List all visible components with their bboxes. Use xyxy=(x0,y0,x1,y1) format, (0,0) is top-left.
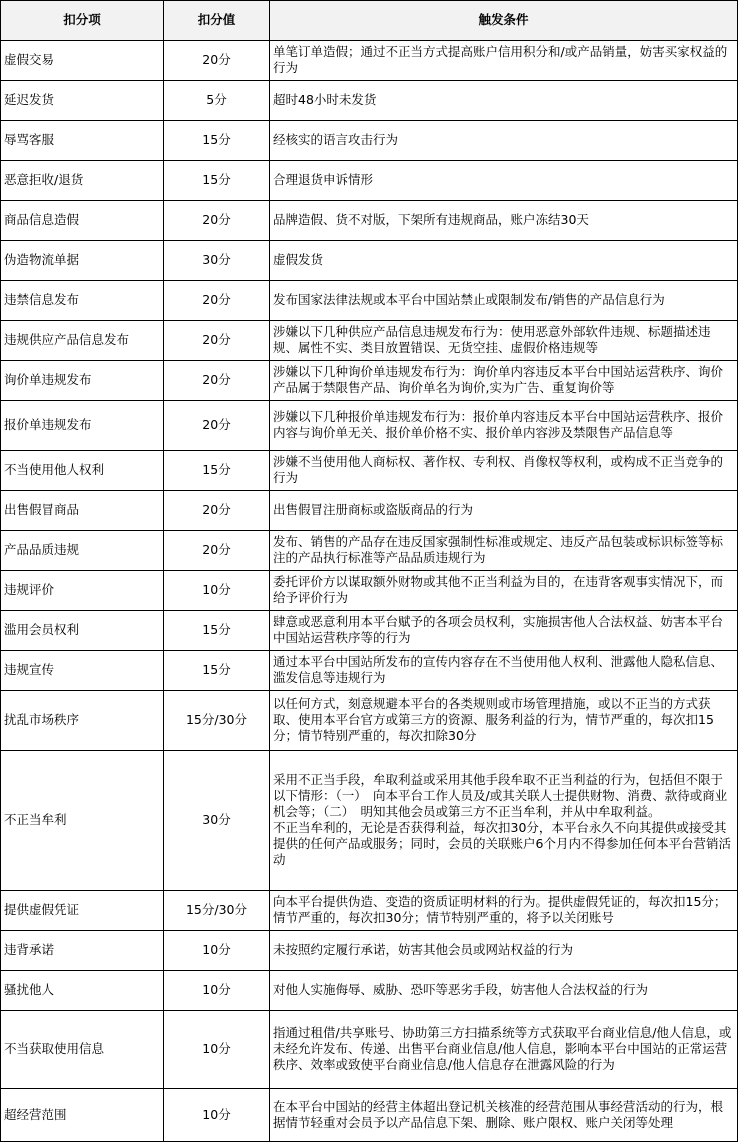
deduction-item: 不当获取使用信息 xyxy=(1,1011,164,1089)
header-condition: 触发条件 xyxy=(270,1,738,41)
trigger-condition-paragraph: 肆意或恶意利用本平台赋予的各项会员权利，实施损害他人合法权益、妨害本平台中国站运营秩序等的行为 xyxy=(273,614,724,645)
trigger-condition-paragraph: 委托评价方以谋取额外财物或其他不正当利益为目的，在违背客观事实情况下，而给予评价行为 xyxy=(273,574,724,605)
trigger-condition xyxy=(270,891,738,931)
trigger-condition xyxy=(270,611,738,651)
trigger-condition xyxy=(270,241,738,281)
deduction-item: 提供虚假凭证 xyxy=(1,891,164,931)
deduction-item: 骚扰他人 xyxy=(1,971,164,1011)
table-row xyxy=(1,451,738,491)
deduction-item: 虚假交易 xyxy=(1,41,164,81)
header-item: 扣分项 xyxy=(1,1,164,41)
deduction-item: 违规宣传 xyxy=(1,651,164,691)
deduction-score: 10分 xyxy=(164,1089,270,1142)
deduction-score: 20分 xyxy=(164,41,270,81)
trigger-condition-paragraph: 通过本平台中国站所发布的宣传内容存在不当使用他人权利、泄露他人隐私信息、滥发信息等违规行为 xyxy=(273,654,724,685)
deduction-score: 10分 xyxy=(164,1011,270,1089)
trigger-condition-paragraph: 不正当牟利的，无论是否获得利益，每次扣30分，本平台永久不向其提供或接受其提供的任何产品或服务；同时，会员的关联账户6个月内不得参加任何本平台营销活动 xyxy=(273,820,731,867)
trigger-condition xyxy=(270,691,738,751)
trigger-condition xyxy=(270,1089,738,1142)
deduction-score: 30分 xyxy=(164,751,270,891)
trigger-condition xyxy=(270,361,738,401)
trigger-condition-paragraph: 经核实的语言攻击行为 xyxy=(273,132,399,147)
deduction-score: 15分 xyxy=(164,161,270,201)
deduction-item: 辱骂客服 xyxy=(1,121,164,161)
trigger-condition-paragraph: 涉嫌以下几种供应产品信息违规发布行为：使用恶意外部软件违规、标题描述违规、属性不实、类目放置错误、无货空挂、虚假价格违规等 xyxy=(273,324,711,355)
deduction-score: 10分 xyxy=(164,971,270,1011)
deduction-score: 15分/30分 xyxy=(164,891,270,931)
deduction-score: 20分 xyxy=(164,401,270,451)
table-row xyxy=(1,971,738,1011)
trigger-condition xyxy=(270,201,738,241)
trigger-condition-paragraph: 涉嫌不当使用他人商标权、著作权、专利权、肖像权等权利，或构成不正当竞争的行为 xyxy=(273,454,724,485)
deduction-item: 商品信息造假 xyxy=(1,201,164,241)
trigger-condition xyxy=(270,531,738,571)
deduction-item: 滥用会员权利 xyxy=(1,611,164,651)
table-row xyxy=(1,121,738,161)
table-body xyxy=(1,41,738,1142)
trigger-condition-paragraph: 采用不正当手段，牟取利益或采用其他手段牟取不正当利益的行为，包括但不限于以下情形：（一） 向本平台工作人员及/或其关联人士提供财物、消费、款待或商业机会等；（二） 明知其他会员或第三方不正当牟利，并从中牟取利益。 xyxy=(273,772,728,819)
deduction-score: 10分 xyxy=(164,931,270,971)
header-row xyxy=(1,1,738,41)
deduction-item: 违规供应产品信息发布 xyxy=(1,321,164,361)
table-row xyxy=(1,1011,738,1089)
deduction-score: 20分 xyxy=(164,321,270,361)
trigger-condition xyxy=(270,121,738,161)
deduction-score: 5分 xyxy=(164,81,270,121)
trigger-condition-paragraph: 未按照约定履行承诺，妨害其他会员或网站权益的行为 xyxy=(273,942,574,957)
trigger-condition xyxy=(270,81,738,121)
trigger-condition-paragraph: 对他人实施侮辱、威胁、恐吓等恶劣手段，妨害他人合法权益的行为 xyxy=(273,982,649,997)
trigger-condition-paragraph: 出售假冒注册商标或盗版商品的行为 xyxy=(273,502,474,517)
deduction-score: 20分 xyxy=(164,201,270,241)
deduction-item: 违规评价 xyxy=(1,571,164,611)
deduction-item: 询价单违规发布 xyxy=(1,361,164,401)
trigger-condition-paragraph: 以任何方式，刻意规避本平台的各类规则或市场管理措施，或以不正当的方式获取、使用本平台官方或第三方的资源、服务利益的行为，情节严重的，每次扣15分；情节特别严重的，每次扣除30分 xyxy=(273,696,714,743)
deduction-item: 产品品质违规 xyxy=(1,531,164,571)
trigger-condition xyxy=(270,321,738,361)
trigger-condition-paragraph: 单笔订单造假；通过不正当方式提高账户信用积分和/或产品销量，妨害买家权益的行为 xyxy=(273,44,728,75)
deduction-score: 20分 xyxy=(164,491,270,531)
table-row xyxy=(1,281,738,321)
trigger-condition-paragraph: 指通过租借/共享账号、协助第三方扫描系统等方式获取平台商业信息/他人信息，或未经允许发布、传递、出售平台商业信息/他人信息，影响本平台中国站的正常运营秩序、效率或致使平台商业信息/他人信息存在泄露风险的行为 xyxy=(273,1025,732,1072)
deduction-item: 恶意拒收/退货 xyxy=(1,161,164,201)
table-row xyxy=(1,201,738,241)
deduction-score: 15分 xyxy=(164,611,270,651)
deduction-score: 30分 xyxy=(164,241,270,281)
table-row xyxy=(1,321,738,361)
trigger-condition xyxy=(270,751,738,891)
table-row xyxy=(1,161,738,201)
deduction-score: 15分 xyxy=(164,651,270,691)
deduction-item: 不正当牟利 xyxy=(1,751,164,891)
deduction-item: 报价单违规发布 xyxy=(1,401,164,451)
deduction-item: 超经营范围 xyxy=(1,1089,164,1142)
table-row xyxy=(1,401,738,451)
trigger-condition-paragraph: 涉嫌以下几种报价单违规发布行为：报价单内容违反本平台中国站运营秩序、报价内容与询价单无关、报价单价格不实、报价单内容涉及禁限售产品信息等 xyxy=(273,409,724,440)
trigger-condition xyxy=(270,1011,738,1089)
table-row xyxy=(1,491,738,531)
deduction-item: 出售假冒商品 xyxy=(1,491,164,531)
trigger-condition-paragraph: 发布国家法律法规或本平台中国站禁止或限制发布/销售的产品信息行为 xyxy=(273,292,665,307)
trigger-condition-paragraph: 向本平台提供伪造、变造的资质证明材料的行为。提供虚假凭证的，每次扣15分；情节严重的，每次扣30分；情节特别严重的，将予以关闭账号 xyxy=(273,894,727,925)
deduction-item: 不当使用他人权利 xyxy=(1,451,164,491)
table-row xyxy=(1,531,738,571)
table-row xyxy=(1,241,738,281)
deduction-item: 伪造物流单据 xyxy=(1,241,164,281)
trigger-condition xyxy=(270,41,738,81)
trigger-condition xyxy=(270,491,738,531)
table-row xyxy=(1,361,738,401)
deduction-score: 20分 xyxy=(164,361,270,401)
deduction-item: 扰乱市场秩序 xyxy=(1,691,164,751)
deduction-score: 15分/30分 xyxy=(164,691,270,751)
trigger-condition xyxy=(270,401,738,451)
deduction-item: 违禁信息发布 xyxy=(1,281,164,321)
table-row xyxy=(1,651,738,691)
table-row xyxy=(1,931,738,971)
deduction-item: 违背承诺 xyxy=(1,931,164,971)
deduction-score: 20分 xyxy=(164,531,270,571)
deduction-item: 延迟发货 xyxy=(1,81,164,121)
table-row xyxy=(1,891,738,931)
trigger-condition xyxy=(270,571,738,611)
trigger-condition-paragraph: 在本平台中国站的经营主体超出登记机关核准的经营范围从事经营活动的行为，根据情节轻重对会员予以产品信息下架、删除、账户限权、账户关闭等处理 xyxy=(273,1098,724,1130)
trigger-condition xyxy=(270,971,738,1011)
table-row xyxy=(1,81,738,121)
trigger-condition xyxy=(270,651,738,691)
table-row xyxy=(1,751,738,891)
trigger-condition xyxy=(270,281,738,321)
trigger-condition xyxy=(270,451,738,491)
trigger-condition-paragraph: 虚假发货 xyxy=(273,252,324,267)
trigger-condition xyxy=(270,931,738,971)
trigger-condition-paragraph: 品牌造假、货不对版，下架所有违规商品，账户冻结30天 xyxy=(273,212,589,227)
deduction-score: 15分 xyxy=(164,451,270,491)
table-row xyxy=(1,691,738,751)
table-row xyxy=(1,611,738,651)
table-row xyxy=(1,571,738,611)
deduction-score: 20分 xyxy=(164,281,270,321)
deduction-score: 10分 xyxy=(164,571,270,611)
trigger-condition-paragraph: 超时48小时未发货 xyxy=(273,92,377,107)
trigger-condition xyxy=(270,161,738,201)
header-score: 扣分值 xyxy=(164,1,270,41)
table-row xyxy=(1,1089,738,1142)
deduction-score: 15分 xyxy=(164,121,270,161)
trigger-condition-paragraph: 合理退货申诉情形 xyxy=(273,172,374,187)
table-row xyxy=(1,41,738,81)
trigger-condition-paragraph: 涉嫌以下几种询价单违规发布行为：询价单内容违反本平台中国站运营秩序、询价产品属于禁限售产品、询价单名为询价,实为广告、重复询价等 xyxy=(273,364,724,395)
trigger-condition-paragraph: 发布、销售的产品存在违反国家强制性标准或规定、违反产品包装或标识标签等标注的产品执行标准等产品品质违规行为 xyxy=(273,534,724,565)
